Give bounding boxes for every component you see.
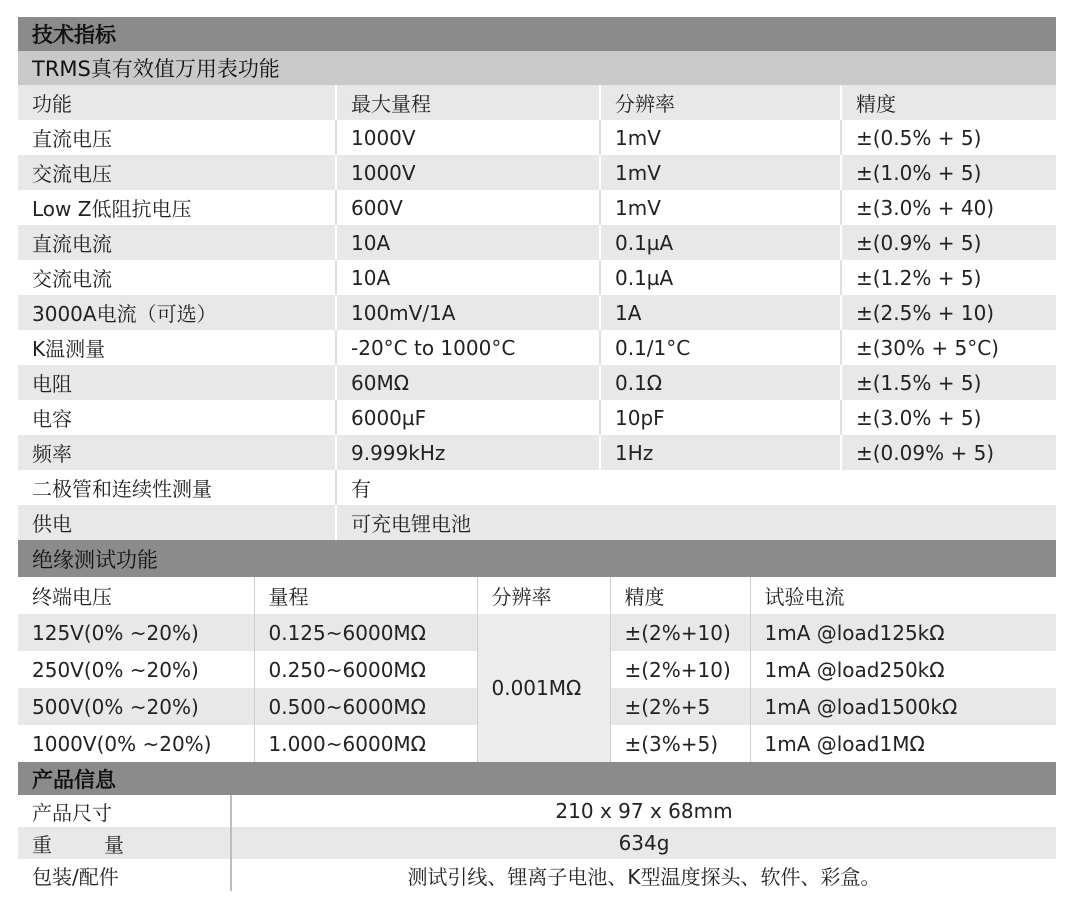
- function-cell: Low Z低阻抗电压: [18, 190, 336, 225]
- table-row: [18, 155, 1056, 190]
- product-section-title: 产品信息: [18, 762, 1056, 795]
- value-cell: 634g: [231, 827, 1056, 859]
- resolution-cell: 0.1/1°C: [600, 330, 841, 365]
- spec-sheet: [18, 17, 1056, 891]
- function-cell: 频率: [18, 435, 336, 470]
- table-row: [18, 225, 1056, 260]
- trms-table: [18, 85, 1056, 540]
- table-row: [18, 365, 1056, 400]
- range-cell: 10A: [336, 225, 600, 260]
- resolution-cell: 1mV: [600, 190, 841, 225]
- label-cell: 包装/配件: [32, 864, 119, 889]
- function-cell: 直流电压: [18, 120, 336, 155]
- table-row: [18, 505, 1056, 540]
- resolution-cell: 0.001MΩ: [477, 614, 610, 762]
- table-row: [18, 120, 1056, 155]
- header-cell: 分辨率: [477, 577, 610, 614]
- header-cell: 试验电流: [750, 577, 1056, 614]
- header-cell: 功能: [18, 85, 336, 120]
- function-cell: 供电: [18, 505, 336, 540]
- range-cell: 1.000~6000MΩ: [254, 725, 477, 762]
- product-table: [18, 795, 1056, 891]
- function-cell: 二极管和连续性测量: [18, 470, 336, 505]
- table-row: [18, 260, 1056, 295]
- range-cell: 60MΩ: [336, 365, 600, 400]
- resolution-cell: 0.1µA: [600, 260, 841, 295]
- header-cell: 最大量程: [336, 85, 600, 120]
- insulation-table: [18, 577, 1056, 762]
- table-row: [18, 295, 1056, 330]
- accuracy-cell: ±(1.5% + 5): [841, 365, 1056, 400]
- table-row: [18, 859, 1056, 891]
- header-cell: 精度: [841, 85, 1056, 120]
- function-cell: 交流电流: [18, 260, 336, 295]
- range-cell: 0.125~6000MΩ: [254, 614, 477, 651]
- table-row: [18, 795, 1056, 827]
- table-header-row: [18, 85, 1056, 120]
- range-cell: 0.250~6000MΩ: [254, 651, 477, 688]
- table-row: [18, 470, 1056, 505]
- label-char: 重: [32, 832, 52, 857]
- value-cell: 可充电锂电池: [336, 505, 1056, 540]
- function-cell: 3000A电流（可选）: [18, 295, 336, 330]
- spec-title: 技术指标: [18, 17, 1056, 51]
- voltage-cell: 500V(0% ~20%): [18, 688, 254, 725]
- voltage-cell: 1000V(0% ~20%): [32, 731, 212, 756]
- resolution-cell: 10pF: [600, 400, 841, 435]
- voltage-cell: 125V(0% ~20%): [18, 614, 254, 651]
- range-cell: 0.500~6000MΩ: [254, 688, 477, 725]
- table-row: [18, 827, 1056, 859]
- label-char: 量: [104, 832, 124, 857]
- range-cell: 9.999kHz: [336, 435, 600, 470]
- table-header-row: [18, 577, 1056, 614]
- table-row: [18, 435, 1056, 470]
- function-cell: 交流电压: [18, 155, 336, 190]
- value-cell: 有: [336, 470, 1056, 505]
- accuracy-cell: ±(1.0% + 5): [841, 155, 1056, 190]
- accuracy-cell: ±(1.2% + 5): [841, 260, 1056, 295]
- accuracy-cell: ±(0.09% + 5): [841, 435, 1056, 470]
- current-cell: 1mA @load1500kΩ: [750, 688, 1056, 725]
- accuracy-cell: ±(0.5% + 5): [841, 120, 1056, 155]
- accuracy-cell: ±(3.0% + 5): [841, 400, 1056, 435]
- resolution-cell: 1A: [600, 295, 841, 330]
- range-cell: 10A: [336, 260, 600, 295]
- table-row: [18, 614, 1056, 651]
- function-cell: 电阻: [18, 365, 336, 400]
- function-cell: 电容: [18, 400, 336, 435]
- resolution-cell: 0.1µA: [600, 225, 841, 260]
- range-cell: 1000V: [336, 155, 600, 190]
- range-cell: 1000V: [336, 120, 600, 155]
- accuracy-cell: ±(30% + 5°C): [841, 330, 1056, 365]
- trms-section-title: TRMS真有效值万用表功能: [18, 51, 1056, 85]
- header-cell: 量程: [254, 577, 477, 614]
- range-cell: 6000µF: [336, 400, 600, 435]
- table-row: [18, 330, 1056, 365]
- accuracy-cell: ±(2%+10): [610, 651, 750, 688]
- header-cell: 终端电压: [32, 585, 112, 609]
- accuracy-cell: ±(2%+10): [610, 614, 750, 651]
- current-cell: 1mA @load1MΩ: [750, 725, 1056, 762]
- function-cell: K温测量: [18, 330, 336, 365]
- header-cell: 精度: [610, 577, 750, 614]
- accuracy-cell: ±(3.0% + 40): [841, 190, 1056, 225]
- accuracy-cell: ±(3%+5): [610, 725, 750, 762]
- resolution-cell: 1mV: [600, 155, 841, 190]
- resolution-cell: 0.1Ω: [600, 365, 841, 400]
- label-cell: [18, 827, 231, 859]
- resolution-cell: 1Hz: [600, 435, 841, 470]
- header-cell: 分辨率: [600, 85, 841, 120]
- accuracy-cell: ±(2.5% + 10): [841, 295, 1056, 330]
- value-cell: 210 x 97 x 68mm: [231, 795, 1056, 827]
- current-cell: 1mA @load250kΩ: [750, 651, 1056, 688]
- accuracy-cell: ±(0.9% + 5): [841, 225, 1056, 260]
- label-cell: 产品尺寸: [32, 800, 112, 825]
- value-cell: 测试引线、锂离子电池、K型温度探头、软件、彩盒。: [231, 859, 1056, 891]
- table-row: [18, 190, 1056, 225]
- voltage-cell: 250V(0% ~20%): [32, 657, 199, 682]
- range-cell: -20°C to 1000°C: [336, 330, 600, 365]
- table-row: [18, 400, 1056, 435]
- range-cell: 600V: [336, 190, 600, 225]
- range-cell: 100mV/1A: [336, 295, 600, 330]
- current-cell: 1mA @load125kΩ: [750, 614, 1056, 651]
- resolution-cell: 1mV: [600, 120, 841, 155]
- insulation-section-title: 绝缘测试功能: [18, 540, 1056, 577]
- accuracy-cell: ±(2%+5: [610, 688, 750, 725]
- function-cell: 直流电流: [18, 225, 336, 260]
